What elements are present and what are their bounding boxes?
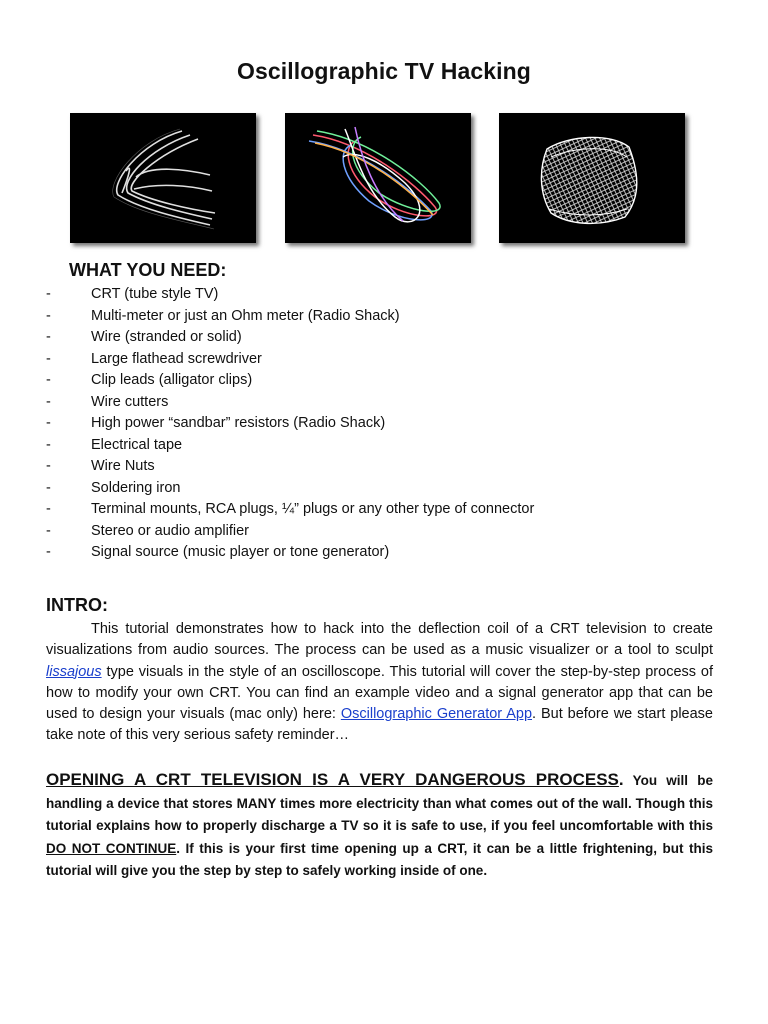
intro-text-2: type visuals in the style of an oscilloscope. This tutorial will cover the step-by-step process of how to modify your own CRT. You can find an example video and a signal generator app that can be used to design your visuals (mac only) here: (46, 663, 713, 723)
warning-text-1: You will be handling a device that stores MANY times more electricity than what comes out of the wall. Though this tutorial explains how to properly discharge a TV so it is safe to use, if you feel uncomfortable with this (46, 773, 713, 834)
list-bullet: - (46, 436, 51, 453)
photo-lissajous (285, 113, 471, 243)
list-item (0, 392, 768, 414)
lissajous-loops-image (285, 113, 471, 243)
crescent-figure-image (70, 113, 256, 243)
photo-crescent (70, 113, 256, 243)
woven-ribbon-image (499, 113, 685, 243)
supplies-list (0, 284, 768, 564)
list-item (0, 370, 768, 392)
list-bullet: - (46, 458, 51, 474)
list-bullet: - (46, 522, 51, 539)
list-item-text: Clip leads (alligator clips) (91, 372, 253, 388)
list-item (0, 306, 768, 328)
lissajous-link[interactable]: lissajous (46, 663, 102, 680)
list-item-text: Electrical tape (91, 436, 183, 453)
list-item-text: Terminal mounts, RCA plugs, ¼” plugs or any other type of connector (91, 501, 535, 517)
list-item-text: Multi-meter or just an Ohm meter (Radio Shack) (91, 307, 400, 324)
intro-text-1: This tutorial demonstrates how to hack into the deflection coil of a CRT television to create visualizations from audio sources. The process can be used as a music visualizer or a tool to sculpt (46, 621, 713, 659)
list-item (0, 542, 768, 564)
list-bullet: - (46, 479, 51, 496)
intro-paragraph (46, 619, 713, 747)
list-bullet: - (46, 544, 51, 560)
list-bullet: - (46, 415, 51, 431)
list-item-text: Stereo or audio amplifier (91, 522, 249, 539)
list-bullet: - (46, 307, 51, 324)
photo-strip (0, 113, 768, 248)
list-item-text: Large flathead screwdriver (91, 350, 262, 367)
list-item (0, 478, 768, 500)
list-item (0, 499, 768, 521)
list-item-text: Signal source (music player or tone generator) (91, 544, 390, 560)
list-item-text: Wire cutters (91, 393, 169, 410)
list-bullet: - (46, 329, 51, 345)
list-item-text: Wire (stranded or solid) (91, 329, 242, 345)
list-bullet: - (46, 501, 51, 517)
list-item (0, 521, 768, 543)
photo-ribbon (499, 113, 685, 243)
what-you-need-heading: WHAT YOU NEED: (69, 260, 227, 280)
warning-lead-period: . (618, 770, 624, 789)
list-item (0, 284, 768, 306)
warning-text-2: . If this is your first time opening up a CRT, it can be a little frightening, but this tutorial will give you the step by step to safely working inside of one. (46, 840, 714, 879)
list-item (0, 456, 768, 478)
list-item (0, 349, 768, 371)
list-item-text: CRT (tube style TV) (91, 286, 219, 302)
list-item (0, 413, 768, 435)
list-item (0, 327, 768, 349)
list-bullet: - (46, 372, 51, 388)
oscillographic-generator-link[interactable]: Oscillographic Generator App (340, 706, 533, 723)
list-item-text: Wire Nuts (91, 458, 155, 474)
list-item-text: High power “sandbar” resistors (Radio Shack) (91, 415, 386, 431)
do-not-continue: DO NOT CONTINUE (46, 840, 177, 856)
list-bullet: - (46, 350, 51, 367)
warning-lead: OPENING A CRT TELEVISION IS A VERY DANGEROUS PROCESS (46, 770, 619, 789)
page-title: Oscillographic TV Hacking (237, 58, 531, 84)
list-item-text: Soldering iron (91, 479, 181, 496)
safety-warning (46, 769, 713, 883)
intro-heading: INTRO: (46, 595, 108, 615)
list-bullet: - (46, 286, 51, 302)
intro-text-3: . But before we start please take note of this very serious safety reminder… (46, 706, 713, 744)
list-bullet: - (46, 393, 51, 410)
list-item (0, 435, 768, 457)
